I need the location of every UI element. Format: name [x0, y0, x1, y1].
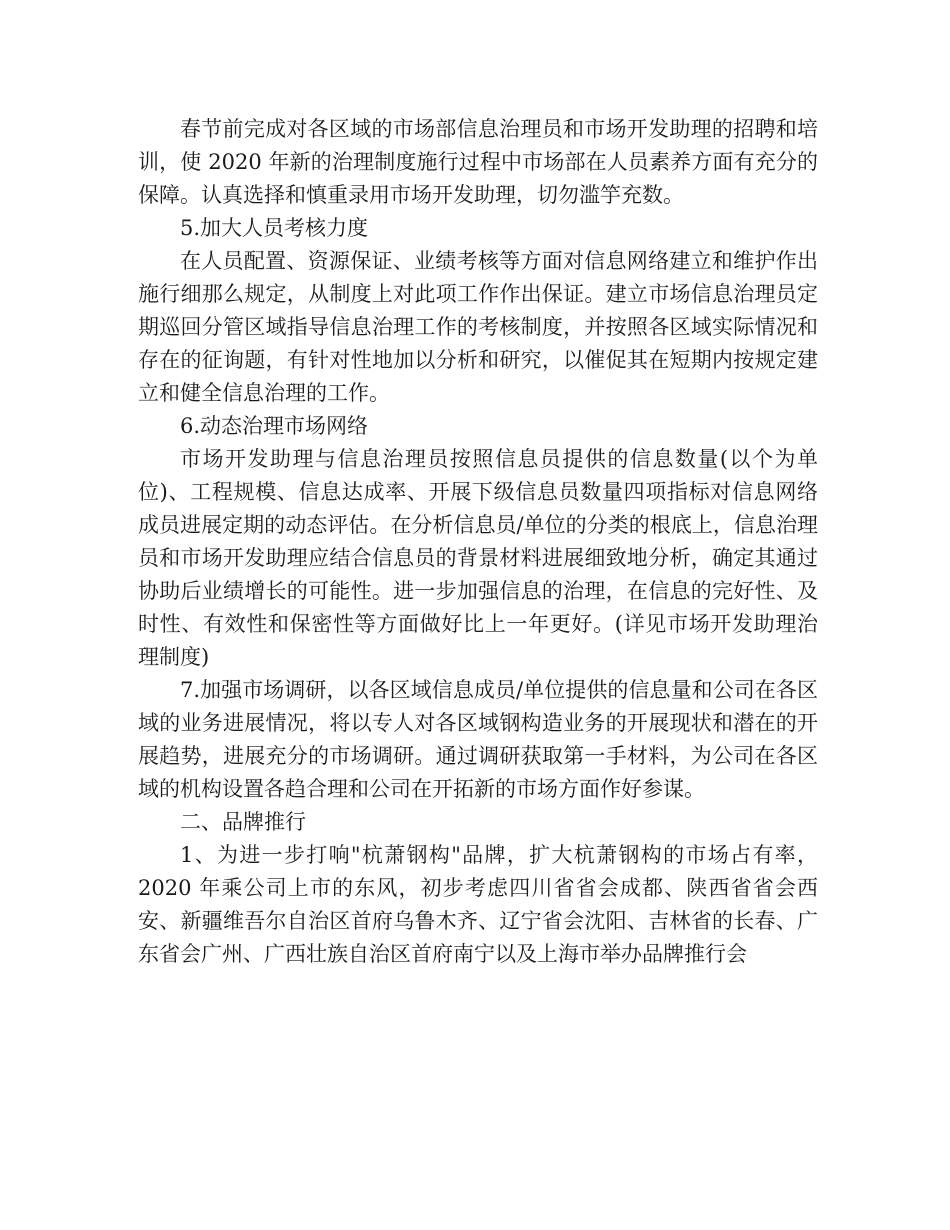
paragraph-network-management: 市场开发助理与信息治理员按照信息员提供的信息数量(以个为单位)、工程规模、信息达成率、开展下级信息员数量四项指标对信息网络成员进展定期的动态评估。在分析信息员/单位的分类的根底上，信息治理员和市场开发助理应结合信息员的背景材料进展细致地分析，确定其通过协助后业绩增长的可能性。进一步加强信息的治理，在信息的完好性、及时性、有效性和保密性等方面做好比上一年更好。(详见市场开发助理治理制度): [138, 447, 818, 669]
paragraph-recruitment: 春节前完成对各区域的市场部信息治理员和市场开发助理的招聘和培训，使 2020 年新的治理制度施行过程中市场部在人员素养方面有充分的保障。认真选择和慎重录用市场开发助理，切勿滥竽充数。: [138, 117, 818, 207]
paragraph-market-research: 7.加强市场调研，以各区域信息成员/单位提供的信息量和公司在各区域的业务进展情况，将以专人对各区域钢构造业务的开展现状和潜在的开展趋势，进展充分的市场调研。通过调研获取第一手材料，为公司在各区域的机构设置各趋合理和公司在开拓新的市场方面作好参谋。: [138, 678, 818, 801]
paragraph-assessment: 在人员配置、资源保证、业绩考核等方面对信息网络建立和维护作出施行细那么规定，从制度上对此项工作作出保证。建立市场信息治理员定期巡回分管区域指导信息治理工作的考核制度，并按照各区域实际情况和存在的征询题，有针对性地加以分析和研究，以催促其在短期内按规定建立和健全信息治理的工作。: [138, 249, 818, 405]
document-body: [138, 113, 818, 971]
heading-brand-promotion: 二、品牌推行: [180, 810, 306, 834]
paragraph-brand-promotion: 1、为进一步打响"杭萧钢构"品牌，扩大杭萧钢构的市场占有率，2020 年乘公司上市的东风，初步考虑四川省省会成都、陕西省省会西安、新疆维吾尔自治区首府乌鲁木齐、辽宁省会沈阳、吉林省的长春、广东省会广州、广西壮族自治区首府南宁以及上海市举办品牌推行会: [138, 843, 818, 966]
heading-assessment: 5.加大人员考核力度: [180, 216, 369, 240]
heading-network-management: 6.动态治理市场网络: [180, 414, 369, 438]
